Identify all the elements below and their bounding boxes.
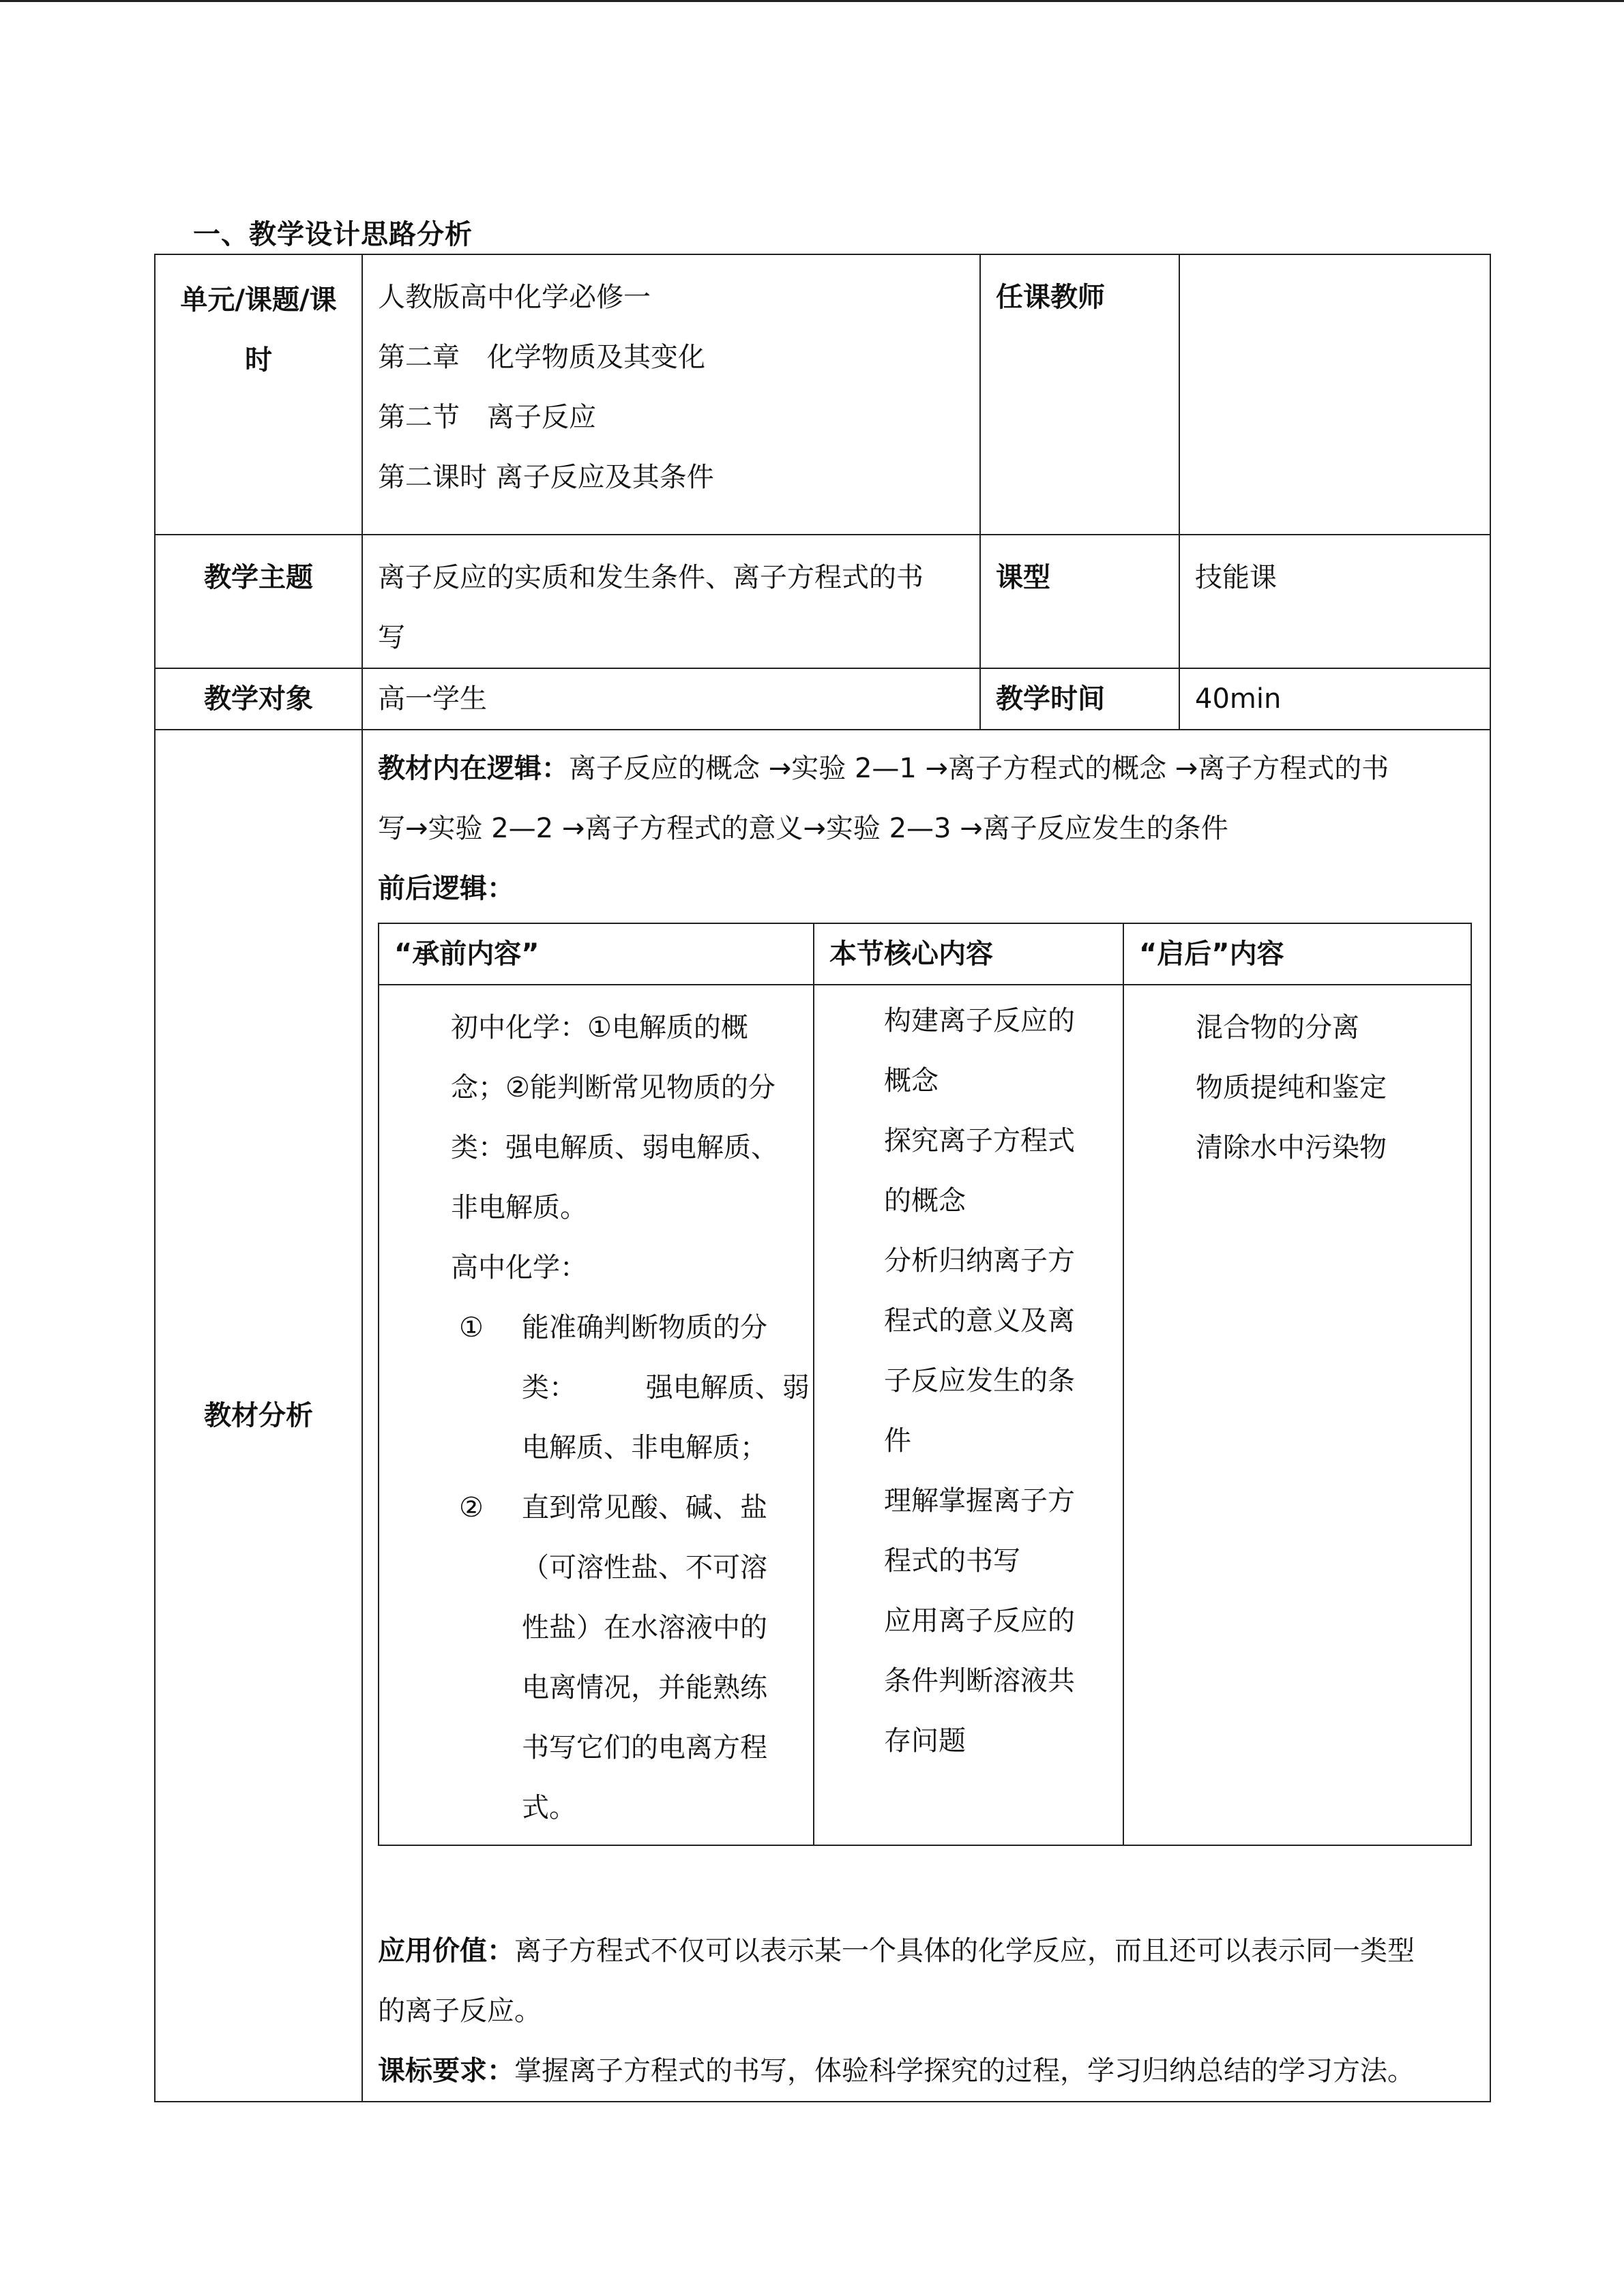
prior-line: 非电解质。 (451, 1192, 587, 1223)
core-line: 存问题 (884, 1725, 966, 1757)
analysis-content (362, 730, 1490, 2102)
time-value: 40min (1179, 668, 1490, 730)
next-line: 物质提纯和鉴定 (1196, 1072, 1387, 1103)
audience-value: 高一学生 (362, 668, 980, 730)
prior-item-1 (451, 1298, 810, 1478)
logic-line2: 写→实验 2—2 →离子方程式的意义→实验 2—3 →离子反应发生的条件 (378, 813, 1228, 844)
item-line: 电解质、非电解质； (522, 1432, 767, 1463)
header-prior: “承前内容” (379, 923, 814, 985)
item-line: 直到常见酸、碱、盐 (522, 1492, 767, 1523)
core-line: 构建离子反应的 (884, 1005, 1075, 1037)
context-label: 前后逻辑： (378, 873, 514, 904)
item-text (522, 1298, 810, 1478)
core-line: 应用离子反应的 (884, 1605, 1075, 1637)
core-line: 分析归纳离子方 (884, 1245, 1075, 1277)
std-label: 课标要求： (378, 2055, 514, 2087)
row-audience (155, 668, 1490, 730)
label-unit (155, 254, 362, 535)
core-line: 探究离子方程式 (884, 1125, 1075, 1157)
item-line: （可溶性盐、不可溶 (522, 1552, 767, 1583)
value-text: 离子方程式不仅可以表示某一个具体的化学反应，而且还可以表示同一类型 (514, 1935, 1415, 1967)
theme-line: 写 (378, 622, 405, 653)
logic-line1 (378, 739, 1483, 799)
label-unit-line1: 单元/课题/课 (180, 284, 337, 316)
value-line1 (378, 1921, 1483, 1981)
row-analysis (155, 730, 1490, 2102)
next-line: 清除水中污染物 (1196, 1132, 1387, 1163)
item-text (522, 1478, 806, 1838)
prior-line: 初中化学：①电解质的概 (451, 1012, 748, 1043)
next-content (1123, 985, 1471, 1845)
row-unit (155, 254, 1490, 535)
label-analysis: 教材分析 (155, 730, 362, 2102)
lesson-type-value: 技能课 (1179, 535, 1490, 668)
label-unit-line2: 时 (245, 344, 272, 376)
context-body-row (379, 985, 1471, 1845)
theme-content (362, 535, 980, 668)
unit-line: 第二章 化学物质及其变化 (378, 342, 705, 373)
prior-line: 念；②能判断常见物质的分 (451, 1072, 776, 1103)
teacher-value (1179, 254, 1490, 535)
top-border-line (0, 0, 1624, 2)
unit-content (362, 254, 980, 535)
label-time: 教学时间 (980, 668, 1179, 730)
section-title: 一、教学设计思路分析 (193, 219, 473, 250)
unit-line: 第二节 离子反应 (378, 402, 596, 433)
curriculum-standard (378, 2041, 1483, 2101)
theme-line: 离子反应的实质和发生条件、离子方程式的书 (378, 562, 924, 593)
logic-text: 离子反应的概念 →实验 2—1 →离子方程式的概念 →离子方程式的书 (569, 753, 1389, 784)
header-next: “启后”内容 (1123, 923, 1471, 985)
item-line: 类： 强电解质、弱 (522, 1372, 810, 1403)
value-line2: 的离子反应。 (378, 1995, 542, 2027)
context-table (378, 923, 1472, 1846)
value-label: 应用价值： (378, 1935, 514, 1967)
next-line: 混合物的分离 (1196, 1012, 1359, 1043)
core-line: 的概念 (884, 1185, 966, 1217)
row-theme (155, 535, 1490, 668)
core-line: 程式的意义及离 (884, 1305, 1075, 1337)
item-line: 式。 (522, 1792, 576, 1823)
prior-item-2 (451, 1478, 806, 1838)
core-line: 理解掌握离子方 (884, 1485, 1075, 1517)
label-audience: 教学对象 (155, 668, 362, 730)
application-value (378, 1846, 1483, 2101)
item-number: ② (459, 1492, 484, 1523)
logic-label: 教材内在逻辑： (378, 753, 569, 784)
item-line: 书写它们的电离方程 (522, 1732, 767, 1763)
context-header-row (379, 923, 1471, 985)
core-line: 子反应发生的条 (884, 1365, 1075, 1397)
label-teacher: 任课教师 (980, 254, 1179, 535)
core-content (814, 985, 1123, 1845)
item-line: 能准确判断物质的分 (522, 1312, 767, 1343)
label-theme: 教学主题 (155, 535, 362, 668)
std-text: 掌握离子方程式的书写，体验科学探究的过程，学习归纳总结的学习方法。 (514, 2055, 1415, 2087)
label-lesson-type: 课型 (980, 535, 1179, 668)
item-line: 性盐）在水溶液中的 (522, 1612, 767, 1643)
prior-line: 类：强电解质、弱电解质、 (451, 1132, 778, 1163)
core-line: 概念 (884, 1065, 939, 1097)
item-number: ① (459, 1312, 484, 1343)
prior-content (379, 985, 814, 1845)
core-line: 程式的书写 (884, 1545, 1020, 1577)
unit-line: 人教版高中化学必修一 (378, 282, 651, 313)
design-analysis-table (154, 254, 1491, 2102)
item-line: 电离情况，并能熟练 (522, 1672, 767, 1703)
core-line: 条件判断溶液共 (884, 1665, 1075, 1697)
header-core: 本节核心内容 (814, 923, 1123, 985)
core-line: 件 (884, 1425, 911, 1457)
senior-label: 高中化学： (451, 1252, 587, 1283)
unit-line: 第二课时 离子反应及其条件 (378, 462, 714, 493)
